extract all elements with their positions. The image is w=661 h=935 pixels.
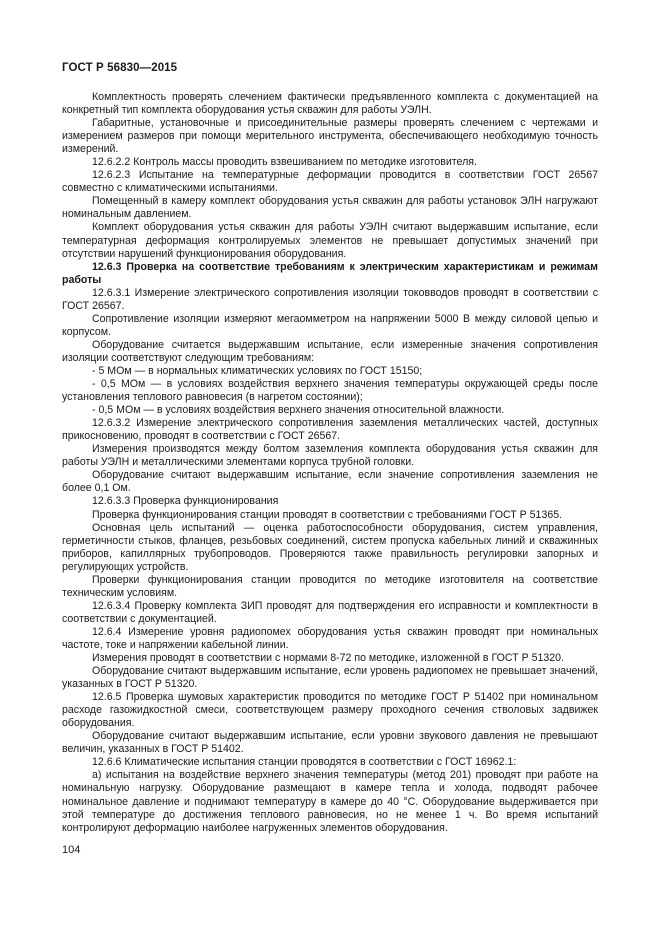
paragraph: Измерения проводят в соответствии с нормами 8-72 по методике, изложенной в ГОСТ Р 51320.: [92, 652, 564, 665]
paragraph: 12.6.3.1 Измерение электрического сопротивления изоляции токовводов проводят в соответствии с ГОСТ 26567.: [62, 286, 598, 312]
paragraph: 12.6.2.2 Контроль массы проводить взвешиванием по методике изготовителя.: [92, 156, 477, 169]
document-body: [62, 91, 598, 835]
paragraph: Оборудование считают выдержавшим испытание, если уровень радиопомех не превышает значений, указанных в ГОСТ Р 51320.: [62, 665, 598, 691]
paragraph: 12.6.2.3 Испытание на температурные деформации проводится в соответствии ГОСТ 26567 совместно с климатическими испытаниями.: [62, 169, 598, 195]
list-item: - 0,5 МОм — в условиях воздействия верхнего значения относительной влажности.: [92, 404, 505, 417]
paragraph: 12.6.5 Проверка шумовых характеристик проводится по методике ГОСТ Р 51402 при номинальном расходе газожидкостной смеси, соответствующем размеру проходного сечения стволовых задвижек оборудования.: [62, 691, 598, 730]
paragraph: Сопротивление изоляции измеряют мегаомметром на напряжении 5000 В между силовой цепью и корпусом.: [62, 312, 598, 338]
paragraph: Проверка функционирования станции проводят в соответствии с требованиями ГОСТ Р 51365.: [92, 508, 563, 521]
paragraph: Оборудование считается выдержавшим испытание, если измеренные значения сопротивления изоляции соответствуют следующим требованиям:: [62, 338, 598, 364]
paragraph: 12.6.3.4 Проверку комплекта ЗИП проводят для подтверждения его исправности и комплектности в соответствии с документацией.: [62, 599, 598, 625]
paragraph: 12.6.4 Измерение уровня радиопомех оборудования устья скважин проводят при номинальных частоте, токе и напряжении кабельной линии.: [62, 625, 598, 651]
paragraph: Измерения производятся между болтом заземления комплекта оборудования устья скважин для работы УЭЛН и металлическими элементами корпуса трубной головки.: [62, 443, 598, 469]
paragraph: Комплектность проверять слечением фактически предъявленного комплекта с документацией на конкретный тип комплекта оборудования устья скважин для работы УЭЛН.: [62, 91, 598, 117]
paragraph: Основная цель испытаний — оценка работоспособности оборудования, систем управления, герметичности стыков, фланцев, резьбовых соединений, систем пропуска кабельных линий и скважинных приборов, капиллярных трубопроводов. Проверяются также правильность регулировки запорных и регулирующих устройств.: [62, 521, 598, 573]
paragraph: Проверки функционирования станции проводится по методике изготовителя на соответствие техническим условиям.: [62, 573, 598, 599]
paragraph: Оборудование считают выдержавшим испытание, если уровни звукового давления не превышают величин, указанных в ГОСТ Р 51402.: [62, 730, 598, 756]
paragraph: 12.6.3.2 Измерение электрического сопротивления заземления металлических частей, доступных прикосновению, проводят в соответствии с ГОСТ 26567.: [62, 417, 598, 443]
paragraph: 12.6.6 Климатические испытания станции проводятся в соответствии с ГОСТ 16962.1:: [92, 756, 517, 769]
paragraph: Оборудование считают выдержавшим испытание, если значение сопротивления заземления не более 0,1 Ом.: [62, 469, 598, 495]
paragraph: Комплект оборудования устья скважин для работы УЭЛН считают выдержавшим испытание, если температурная деформация контролируемых элементов не превышает допустимых значений при отсутствии нарушений функционирования оборудования.: [62, 221, 598, 260]
paragraph: Габаритные, установочные и присоединительные размеры проверять слечением с чертежами и измерением размеров при помощи мерительного инструмента, обеспечивающего необходимую точность измерений.: [62, 117, 598, 156]
page-number: 104: [62, 844, 81, 856]
list-item: а) испытания на воздействие верхнего значения температуры (метод 201) проводят при работе на номинальную нагрузку. Оборудование размещают в камере тепла и холода, подводят рабочее номинальное давление и поднимают температуру в камере до 40 °С. Оборудование выдерживается при этой температуре до достижения теплового равновесия, но не менее 1 ч. Во время испытаний контролируют деформацию наиболее нагруженных элементов оборудования.: [62, 769, 598, 834]
document-header: ГОСТ Р 56830—2015: [62, 62, 178, 74]
subsection-heading: 12.6.3.3 Проверка функционирования: [92, 495, 279, 508]
paragraph: Помещенный в камеру комплект оборудования устья скважин для работы установок ЭЛН нагружают номинальным давлением.: [62, 195, 598, 221]
section-heading: 12.6.3 Проверка на соответствие требованиям к электрическим характеристикам и режимам работы: [62, 260, 598, 286]
list-item: - 0,5 МОм — в условиях воздействия верхнего значения температуры окружающей среды после установления теплового равновесия (в нагретом состоянии);: [62, 378, 598, 404]
list-item: - 5 МОм — в нормальных климатических условиях по ГОСТ 15150;: [92, 364, 423, 377]
